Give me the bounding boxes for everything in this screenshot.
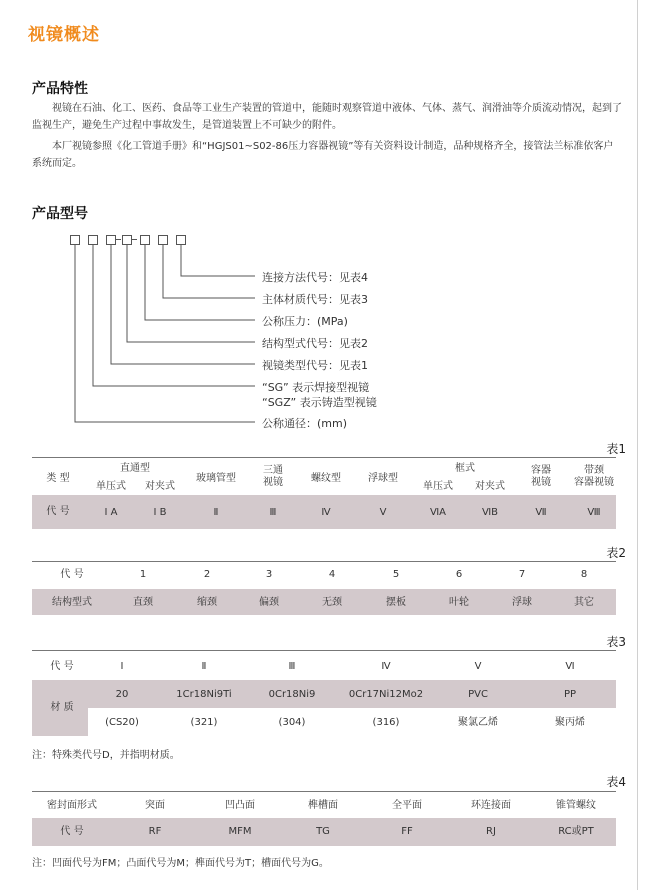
table4-face: 锥管螺纹 [556,800,596,811]
table3-material: 0Cr17Ni12Mo2 [348,689,424,700]
table1-neck-1: 带颈 [584,465,604,476]
table4-code: RJ [486,826,496,837]
table4-face: 榫槽面 [308,800,338,811]
table3-note: 注：特殊类代号D，并指明材质。 [32,750,180,761]
table1-thread: 螺纹型 [311,473,341,484]
table2-code: 1 [139,569,147,580]
table1-type-header: 类 型 [46,473,70,484]
table1-straight-single: 单压式 [96,481,126,492]
table1-code: I B [153,507,167,518]
table1-frame-group: 框式 [455,463,475,474]
table1-code: V [379,507,387,518]
table3-material: PP [563,689,577,700]
table2-code: 7 [518,569,526,580]
table4-face: 突面 [145,800,165,811]
table1-straight-clamp: 对夹式 [145,481,175,492]
table1-code: Ⅷ [587,507,601,518]
legend-diameter: 公称通径：(mm) [262,417,348,430]
table1-top-rule [32,457,616,458]
table1-code: Ⅶ [535,507,547,518]
table2-struct: 其它 [574,597,594,608]
table2-struct: 偏颈 [259,597,279,608]
table4-note: 注：凹面代号为FM；凸面代号为M；榫面代号为T；槽面代号为G。 [32,858,329,869]
table2-struct: 摆板 [386,597,406,608]
table3-material-alt: 聚丙烯 [555,717,585,728]
table3-code: Ⅲ [288,661,296,672]
table1-code: Ⅲ [269,507,277,518]
table3-material-alt: (304) [278,717,306,728]
table2-label: 表2 [606,546,626,560]
table1-label: 表1 [606,442,626,456]
table3-top-rule [32,650,616,651]
table1-vessel-2: 视镜 [531,477,551,488]
table2-code: 5 [392,569,400,580]
table2-code: 4 [328,569,336,580]
table3-material-alt: (CS20) [105,717,139,728]
table3-code: I [120,661,124,672]
table2-code-header: 代 号 [60,569,84,580]
table3-code-header: 代 号 [50,661,74,672]
table4-face-header: 密封面形式 [47,800,97,811]
table3-material-alt: (321) [190,717,218,728]
table4-code: RF [148,826,162,837]
table4-top-rule [32,791,616,792]
table3-material: PVC [468,689,488,700]
table2-code: 6 [455,569,463,580]
table3-code: Ⅵ [565,661,575,672]
table3-material: 0Cr18Ni9 [268,689,316,700]
table1-tee-1: 三通 [263,465,283,476]
legend-sg: “SG” 表示焊接型视镜 [262,381,370,394]
legend-pressure: 公称压力：(MPa) [262,315,348,328]
table3-material: 1Cr18Ni9Ti [176,689,232,700]
table1-float: 浮球型 [368,473,398,484]
table2-struct: 叶轮 [449,597,469,608]
table3-material-alt: (316) [372,717,400,728]
table4-face: 全平面 [392,800,422,811]
page-title: 视镜概述 [28,25,100,45]
table4-face: 环连接面 [471,800,511,811]
legend-structure: 结构型式代号：见表2 [262,337,368,350]
table2-struct: 直颈 [133,597,153,608]
table1-vessel-1: 容器 [531,465,551,476]
table1-code: I A [104,507,118,518]
table1-code: ⅥB [481,507,499,518]
legend-material: 主体材质代号：见表3 [262,293,368,306]
features-heading: 产品特性 [32,81,88,97]
legend-type: 视镜类型代号：见表1 [262,359,368,372]
table4-face: 凹凸面 [225,800,255,811]
legend-connection: 连接方法代号：见表4 [262,271,368,284]
table4-code: RC或PT [558,826,594,837]
table3-material: 20 [115,689,129,700]
table4-label: 表4 [606,775,626,789]
table1-code: Ⅱ [213,507,219,518]
table2-struct: 缩颈 [197,597,217,608]
table3-alt-row-bg [88,708,616,736]
table1-code-header: 代 号 [46,506,70,517]
table4-code: FF [401,826,413,837]
table2-struct-header: 结构型式 [52,597,92,608]
model-heading: 产品型号 [32,206,88,222]
table3-material-alt: 聚氯乙烯 [458,717,498,728]
table2-code: 8 [580,569,588,580]
table3-code: V [474,661,482,672]
table4-code: TG [316,826,330,837]
table2-struct: 无颈 [322,597,342,608]
table1-tee-2: 视镜 [263,477,283,488]
features-paragraph-1: 视镜在石油、化工、医药、食品等工业生产装置的管道中，能随时观察管道中液体、气体、蒸气、润滑油等介质流动情况，起到了监视生产，避免生产过程中事故发生，是管道装置上不可缺少的附件。 [32,103,622,131]
table3-code: Ⅳ [381,661,391,672]
table2-code: 3 [265,569,273,580]
table2-top-rule [32,561,616,562]
table4-code-header: 代 号 [60,826,84,837]
table2-code: 2 [203,569,211,580]
table3-code: Ⅱ [201,661,207,672]
table1-code: Ⅳ [321,507,331,518]
table1-glass: 玻璃管型 [196,473,236,484]
table3-label: 表3 [606,635,626,649]
table1-frame-clamp: 对夹式 [475,481,505,492]
table2-struct: 浮球 [512,597,532,608]
table4-code: MFM [228,826,252,837]
legend-sgz: “SGZ” 表示铸造型视镜 [262,396,377,409]
table1-code: ⅥA [429,507,447,518]
features-paragraph-2: 本厂视镜参照《化工管道手册》和“HGJS01~S02-86压力容器视镜”等有关资料设计制造，品种规格齐全，接管法兰标准依客户系统而定。 [32,141,614,169]
table3-material-header: 材 质 [50,702,74,713]
table1-straight-group: 直通型 [120,463,150,474]
table1-frame-single: 单压式 [423,481,453,492]
table1-neck-2: 容器视镜 [574,477,614,488]
